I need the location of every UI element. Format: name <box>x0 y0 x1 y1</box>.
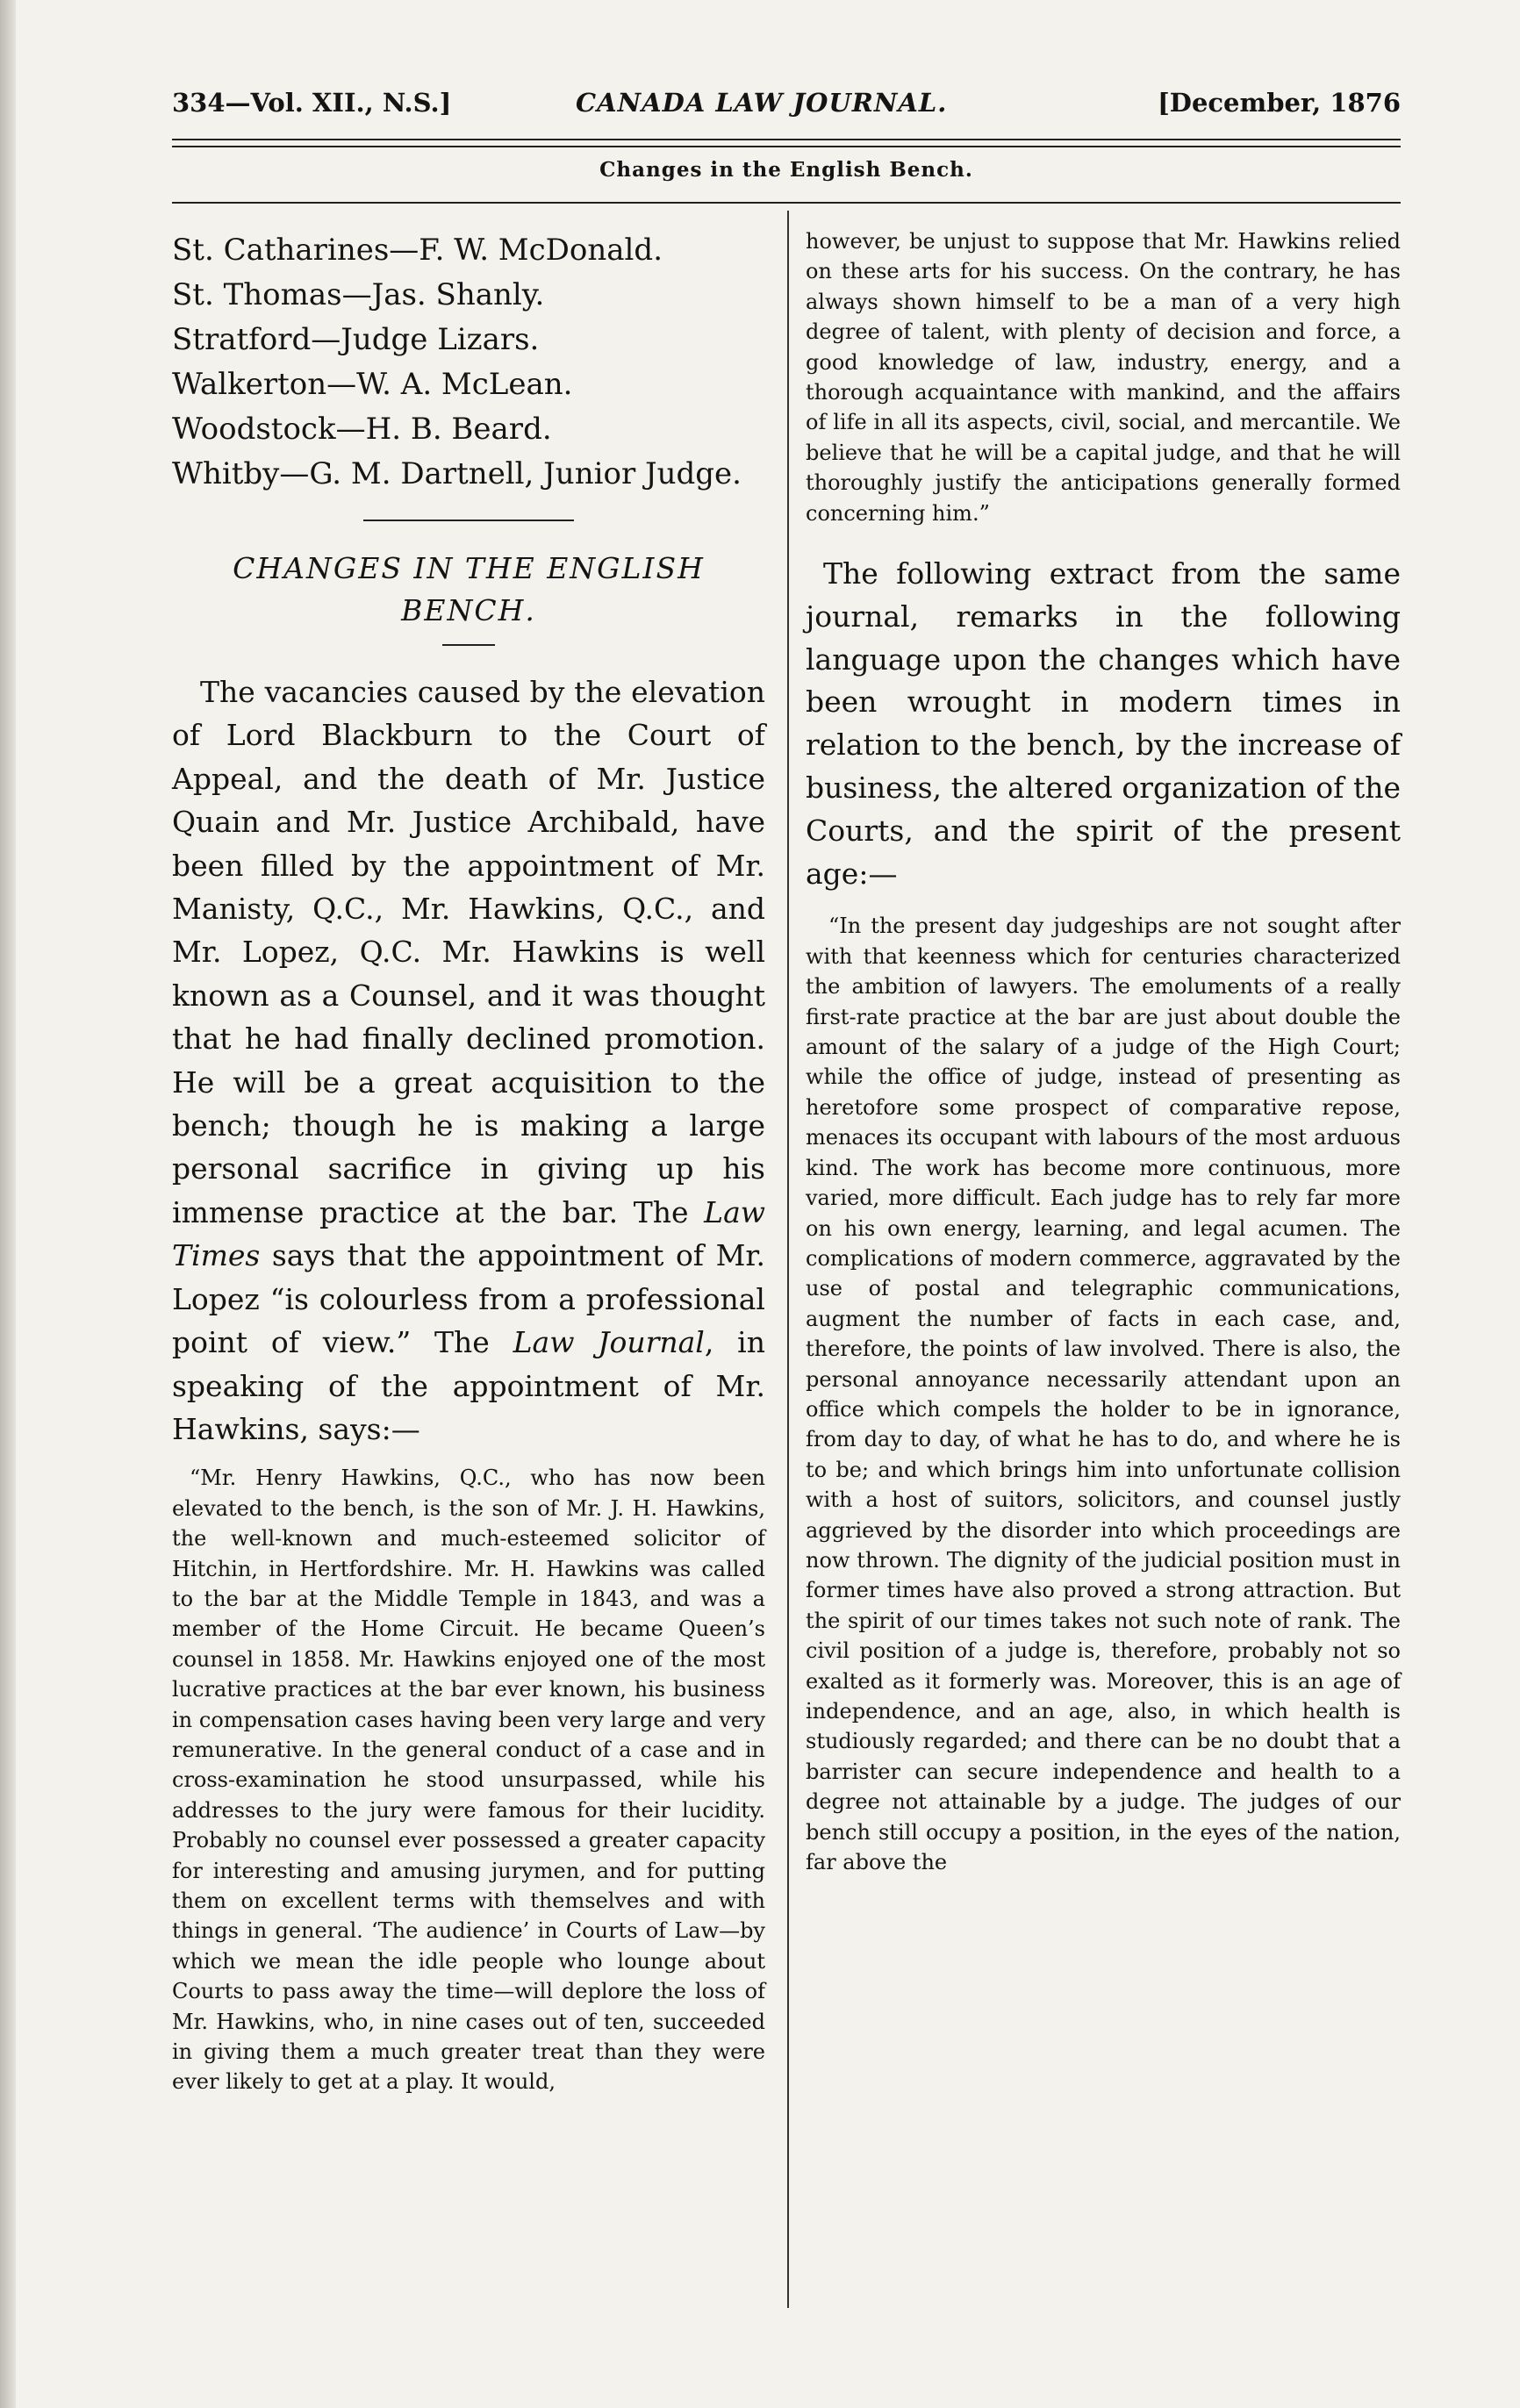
header-double-rule <box>172 139 1401 147</box>
running-title: Changes in the English Bench. <box>599 158 973 182</box>
journal-title: CANADA LAW JOURNAL. <box>576 88 948 118</box>
article-title-line1: CHANGES IN THE ENGLISH <box>233 551 705 585</box>
extract-intro-paragraph: The following extract from the same journal, remarks in the following language upon the changes which have been wrought in modern times in relation to the bench, by the increase of business, the altered organization of the Courts, and the spirit of the present age:— <box>806 556 1401 891</box>
page-header <box>172 88 1401 130</box>
appointment-item: St. Catharines—F. W. McDonald. <box>172 233 663 268</box>
appointment-item: Stratford—Judge Lizars. <box>172 322 540 357</box>
section-rule <box>363 520 574 521</box>
article-title-line2: BENCH. <box>401 593 536 627</box>
scan-edge <box>0 0 16 2408</box>
appointment-item: Woodstock—H. B. Beard. <box>172 412 552 447</box>
judgeships-quote: “In the present day judgeships are not sought after with that keenness which for centuries characterized the ambition of lawyers. The emoluments of a really first-rate practice at the bar are just about double the amount of the salary of a judge of the High Court; while the office of judge, instead of presenting as heretofore some prospect of comparative repose, menaces its occupant with labours of the most arduous kind. The work has become more continuous, more varied, more difficult. Each judge has to rely far more on his own energy, learning, and legal acumen. The complications of modern commerce, aggravated by the use of postal and telegraphic communications, augment the number of facts in each case, and, therefore, the points of law involved. There is also, the personal annoyance necessarily attendant upon an office which compels the holder to be in ignorance, from day to day, of what he has to do, and where he is to be; and which brings him into unfortunate collision with a host of suitors, solicitors, and counsel justly aggrieved by the disorder into which proceedings are now thrown. The dignity of the judicial position must in former times have also proved a strong attraction. But the spirit of our times takes not such note of rank. The civil position of a judge is, therefore, probably not so exalted as it formerly was. Moreover, this is an age of independence, and an age, also, in which health is studiously regarded; and there can be no doubt that a barrister can secure independence and health to a degree not attainable by a judge. The judges of our bench still occupy a position, in the eyes of the nation, far above the <box>806 914 1401 1875</box>
volume-label: 334—Vol. XII., N.S.] <box>172 88 452 118</box>
right-column <box>806 226 1401 1877</box>
intro-text-3: , in speaking of the appointment of Mr. Hawkins, says:— <box>172 1325 765 1446</box>
intro-text-1: The vacancies caused by the elevation of Lord Blackburn to the Court of Appeal, and the death of Mr. Justice Quain and Mr. Justice Archibald, have been filled by the appointment of Mr. Manisty, Q.C., Mr. Hawkins, Q.C., and Mr. Lopez, Q.C. Mr. Hawkins is well known as a Counsel, and it was thought that he had finally declined promotion. He will be a great acquisition to the bench; though he is making a large personal sacrifice in giving up his immense practice at the bar. The <box>172 675 765 1229</box>
running-title-rule <box>172 202 1401 204</box>
appointment-item: St. Thomas—Jas. Shanly. <box>172 277 545 312</box>
law-journal-ref: Law Journal <box>513 1325 705 1360</box>
appointment-item: Whitby—G. M. Dartnell, Junior Judge. <box>172 456 742 491</box>
law-times-ref: Law Times <box>172 1194 765 1273</box>
issue-date: [December, 1876 <box>1158 88 1401 118</box>
intro-text-2: says that the appointment of Mr. Lopez “is colourless from a professional point of view.” The <box>172 1238 765 1360</box>
intro-paragraph <box>172 670 765 1451</box>
quote-continuation: however, be unjust to suppose that Mr. Hawkins relied on these arts for his success. On the contrary, he has always shown himself to be a man of a very high degree of talent, with plenty of decision and force, a good knowledge of law, industry, energy, and a thorough acquaintance with mankind, and the affairs of life in all its aspects, civil, social, and mercantile. We believe that he will be a capital judge, and that he will thoroughly justify the anticipations generally formed concerning him.” <box>806 229 1401 526</box>
appointment-item: Walkerton—W. A. McLean. <box>172 367 573 402</box>
column-divider <box>787 211 789 2308</box>
hawkins-quote: “Mr. Henry Hawkins, Q.C., who has now been elevated to the bench, is the son of Mr. J. H. Hawkins, the well-known and much-esteemed solicitor of Hitchin, in Hertfordshire. Mr. H. Hawkins was called to the bar at the Middle Temple in 1843, and was a member of the Home Circuit. He became Queen’s counsel in 1858. Mr. Hawkins enjoyed one of the most lucrative practices at the bar ever known, his business in compensation cases having been very large and very remunerative. In the general conduct of a case and in cross-examination he stood unsurpassed, while his addresses to the jury were famous for their lucidity. Probably no counsel ever possessed a greater capacity for interesting and amusing jurymen, and for putting them on excellent terms with themselves and with things in general. ‘The audience’ in Courts of Law—by which we mean the idle people who lounge about Courts to pass away the time—will deplore the loss of Mr. Hawkins, who, in nine cases out of ten, succeeded in giving them a much greater treat than they were ever likely to get at a play. It would, <box>172 1466 765 2095</box>
title-rule <box>442 644 495 646</box>
left-column <box>172 228 765 2097</box>
